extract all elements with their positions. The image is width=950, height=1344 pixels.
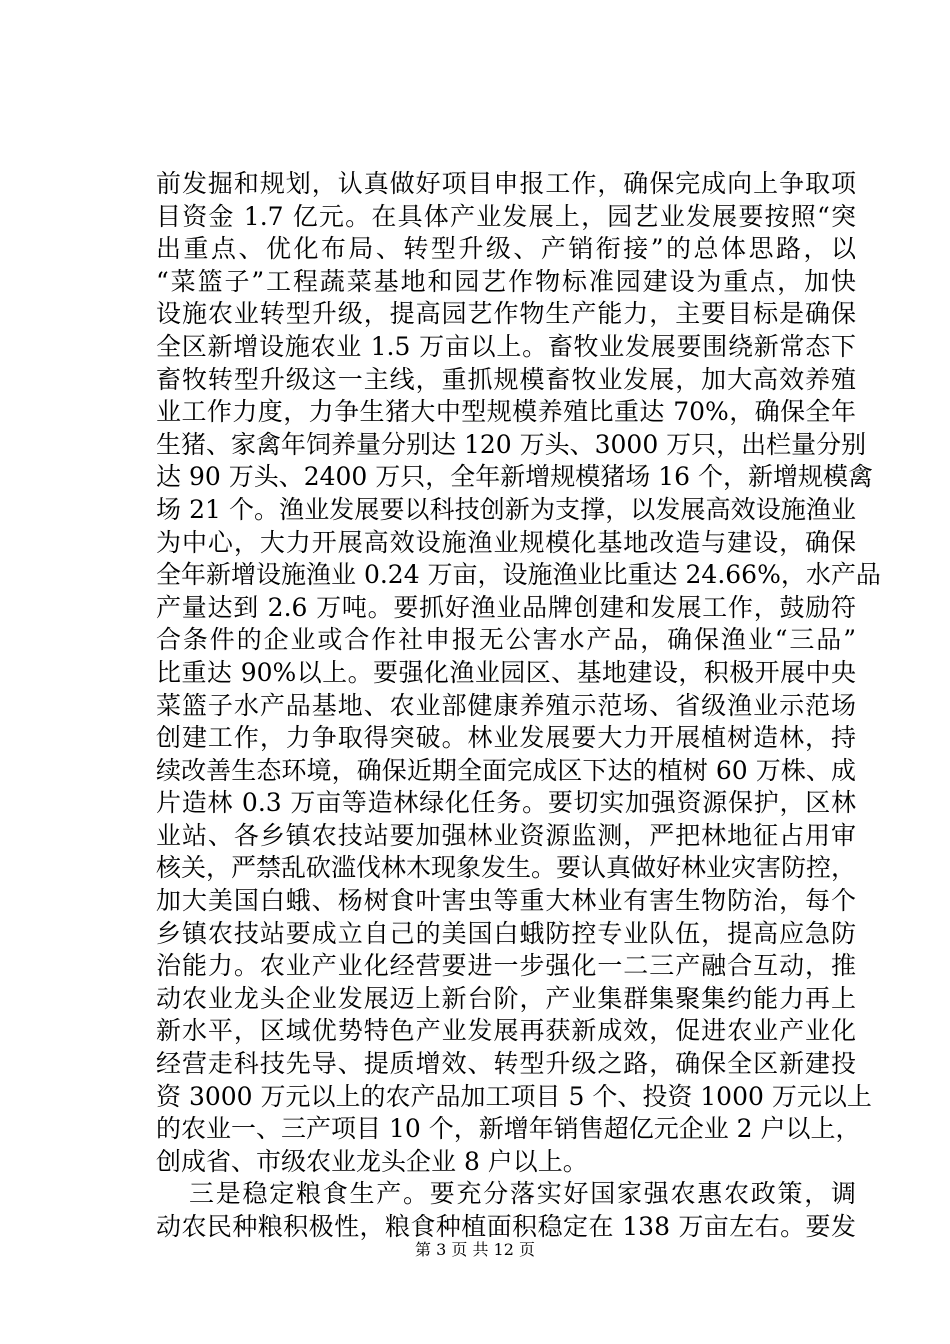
text-line: 动农业龙头企业发展迈上新台阶，产业集群集聚集约能力再上 xyxy=(156,983,856,1013)
text-line-paragraph-end: 创成省、市级农业龙头企业 8 户以上。 xyxy=(156,1146,588,1176)
text-line: 治能力。农业产业化经营要进一步强化一二三产融合互动，推 xyxy=(156,951,856,981)
text-line: 产量达到 2.6 万吨。要抓好渔业品牌创建和发展工作，鼓励符 xyxy=(156,592,856,622)
text-line: 目资金 1.7 亿元。在具体产业发展上，园艺业发展要按照“突 xyxy=(156,201,856,231)
text-line: 创建工作，力争取得突破。林业发展要大力开展植树造林，持 xyxy=(156,723,856,753)
text-line: 业工作力度，力争生猪大中型规模养殖比重达 70%，确保全年 xyxy=(156,397,856,427)
text-line: 畜牧转型升级这一主线，重抓规模畜牧业发展，加大高效养殖 xyxy=(156,364,856,394)
text-line: 达 90 万头、2400 万只，全年新增规模猪场 16 个，新增规模禽 xyxy=(156,462,873,492)
text-line: 片造林 0.3 万亩等造林绿化任务。要切实加强资源保护，区林 xyxy=(156,788,856,818)
text-line: 资 3000 万元以上的农产品加工项目 5 个、投资 1000 万元以上 xyxy=(156,1081,872,1111)
text-line: 的农业一、三产项目 10 个，新增年销售超亿元企业 2 户以上， xyxy=(156,1114,861,1144)
text-line: “菜篮子”工程蔬菜基地和园艺作物标准园建设为重点，加快 xyxy=(156,266,856,296)
text-line: 比重达 90%以上。要强化渔业园区、基地建设，积极开展中央 xyxy=(156,657,856,687)
text-line: 菜篮子水产品基地、农业部健康养殖示范场、省级渔业示范场 xyxy=(156,690,856,720)
text-line: 新水平，区域优势特色产业发展再获新成效，促进农业产业化 xyxy=(156,1016,856,1046)
text-line: 经营走科技先导、提质增效、转型升级之路，确保全区新建投 xyxy=(156,1049,856,1079)
text-line: 全年新增设施渔业 0.24 万亩，设施渔业比重达 24.66%，水产品 xyxy=(156,560,881,590)
text-line: 动农民种粮积极性，粮食种植面积稳定在 138 万亩左右。要发 xyxy=(156,1212,856,1241)
text-line: 为中心，大力开展高效设施渔业规模化基地改造与建设，确保 xyxy=(156,527,856,557)
text-line-paragraph-start: 三是稳定粮食生产。要充分落实好国家强农惠农政策，调 xyxy=(189,1179,856,1209)
text-line: 设施农业转型升级，提高园艺作物生产能力，主要目标是确保 xyxy=(156,299,856,329)
body-text xyxy=(156,168,881,1244)
text-line: 业站、各乡镇农技站要加强林业资源监测，严把林地征占用审 xyxy=(156,820,856,850)
text-line: 合条件的企业或合作社申报无公害水产品，确保渔业“三品” xyxy=(156,625,856,655)
text-line: 全区新增设施农业 1.5 万亩以上。畜牧业发展要围绕新常态下 xyxy=(156,331,856,361)
text-line: 前发掘和规划，认真做好项目申报工作，确保完成向上争取项 xyxy=(156,169,856,198)
text-line: 出重点、优化布局、转型升级、产销衔接”的总体思路，以 xyxy=(156,234,856,264)
page-number-footer: 第 3 页 共 12 页 xyxy=(415,1240,535,1259)
text-line: 生猪、家禽年饲养量分别达 120 万头、3000 万只，出栏量分别 xyxy=(156,429,867,459)
text-line: 核关，严禁乱砍滥伐林木现象发生。要认真做好林业灾害防控， xyxy=(156,853,857,883)
text-line: 乡镇农技站要成立自己的美国白蛾防控专业队伍，提高应急防 xyxy=(156,918,856,948)
text-line: 加大美国白蛾、杨树食叶害虫等重大林业有害生物防治，每个 xyxy=(156,886,856,916)
text-line: 续改善生态环境，确保近期全面完成区下达的植树 60 万株、成 xyxy=(156,755,856,785)
text-line: 场 21 个。渔业发展要以科技创新为支撑，以发展高效设施渔业 xyxy=(156,494,856,524)
